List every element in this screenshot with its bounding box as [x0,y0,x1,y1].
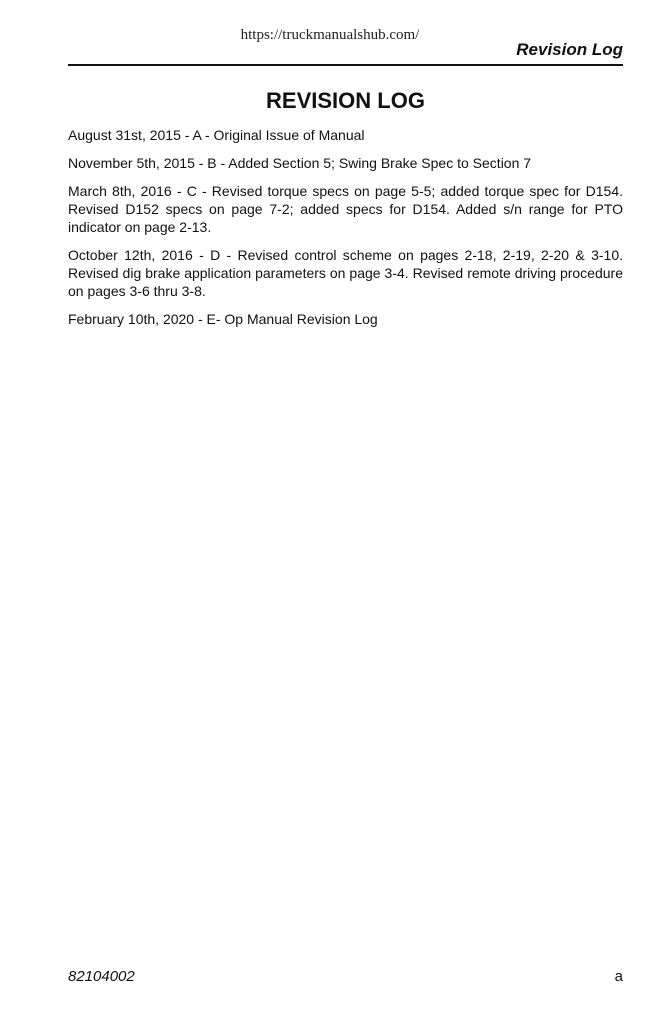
revision-entry: February 10th, 2020 - E- Op Manual Revision Log [68,311,378,327]
revision-list [68,126,623,338]
page-title: REVISION LOG [266,88,425,113]
page-number: a [614,968,623,985]
revision-entry: March 8th, 2016 - C - Revised torque specs on page 5-5; added torque spec for D154. Revised D152 specs on page 7-2; added specs for D154. Added s/n range for PTO indicator on page 2-13. [68,183,623,235]
revision-entry: August 31st, 2015 - A - Original Issue of Manual [68,127,365,143]
section-title: Revision Log [516,40,623,59]
header-divider [68,64,623,66]
revision-entry: November 5th, 2015 - B - Added Section 5; Swing Brake Spec to Section 7 [68,155,532,171]
source-url: https://truckmanualshub.com/ [240,27,420,43]
revision-entry: October 12th, 2016 - D - Revised control scheme on pages 2-18, 2-19, 2-20 & 3-10. Revised dig brake application parameters on page 3-4. Revised remote driving procedure on pages 3-6 thru 3-8. [68,247,623,299]
document-number: 82104002 [68,968,135,985]
